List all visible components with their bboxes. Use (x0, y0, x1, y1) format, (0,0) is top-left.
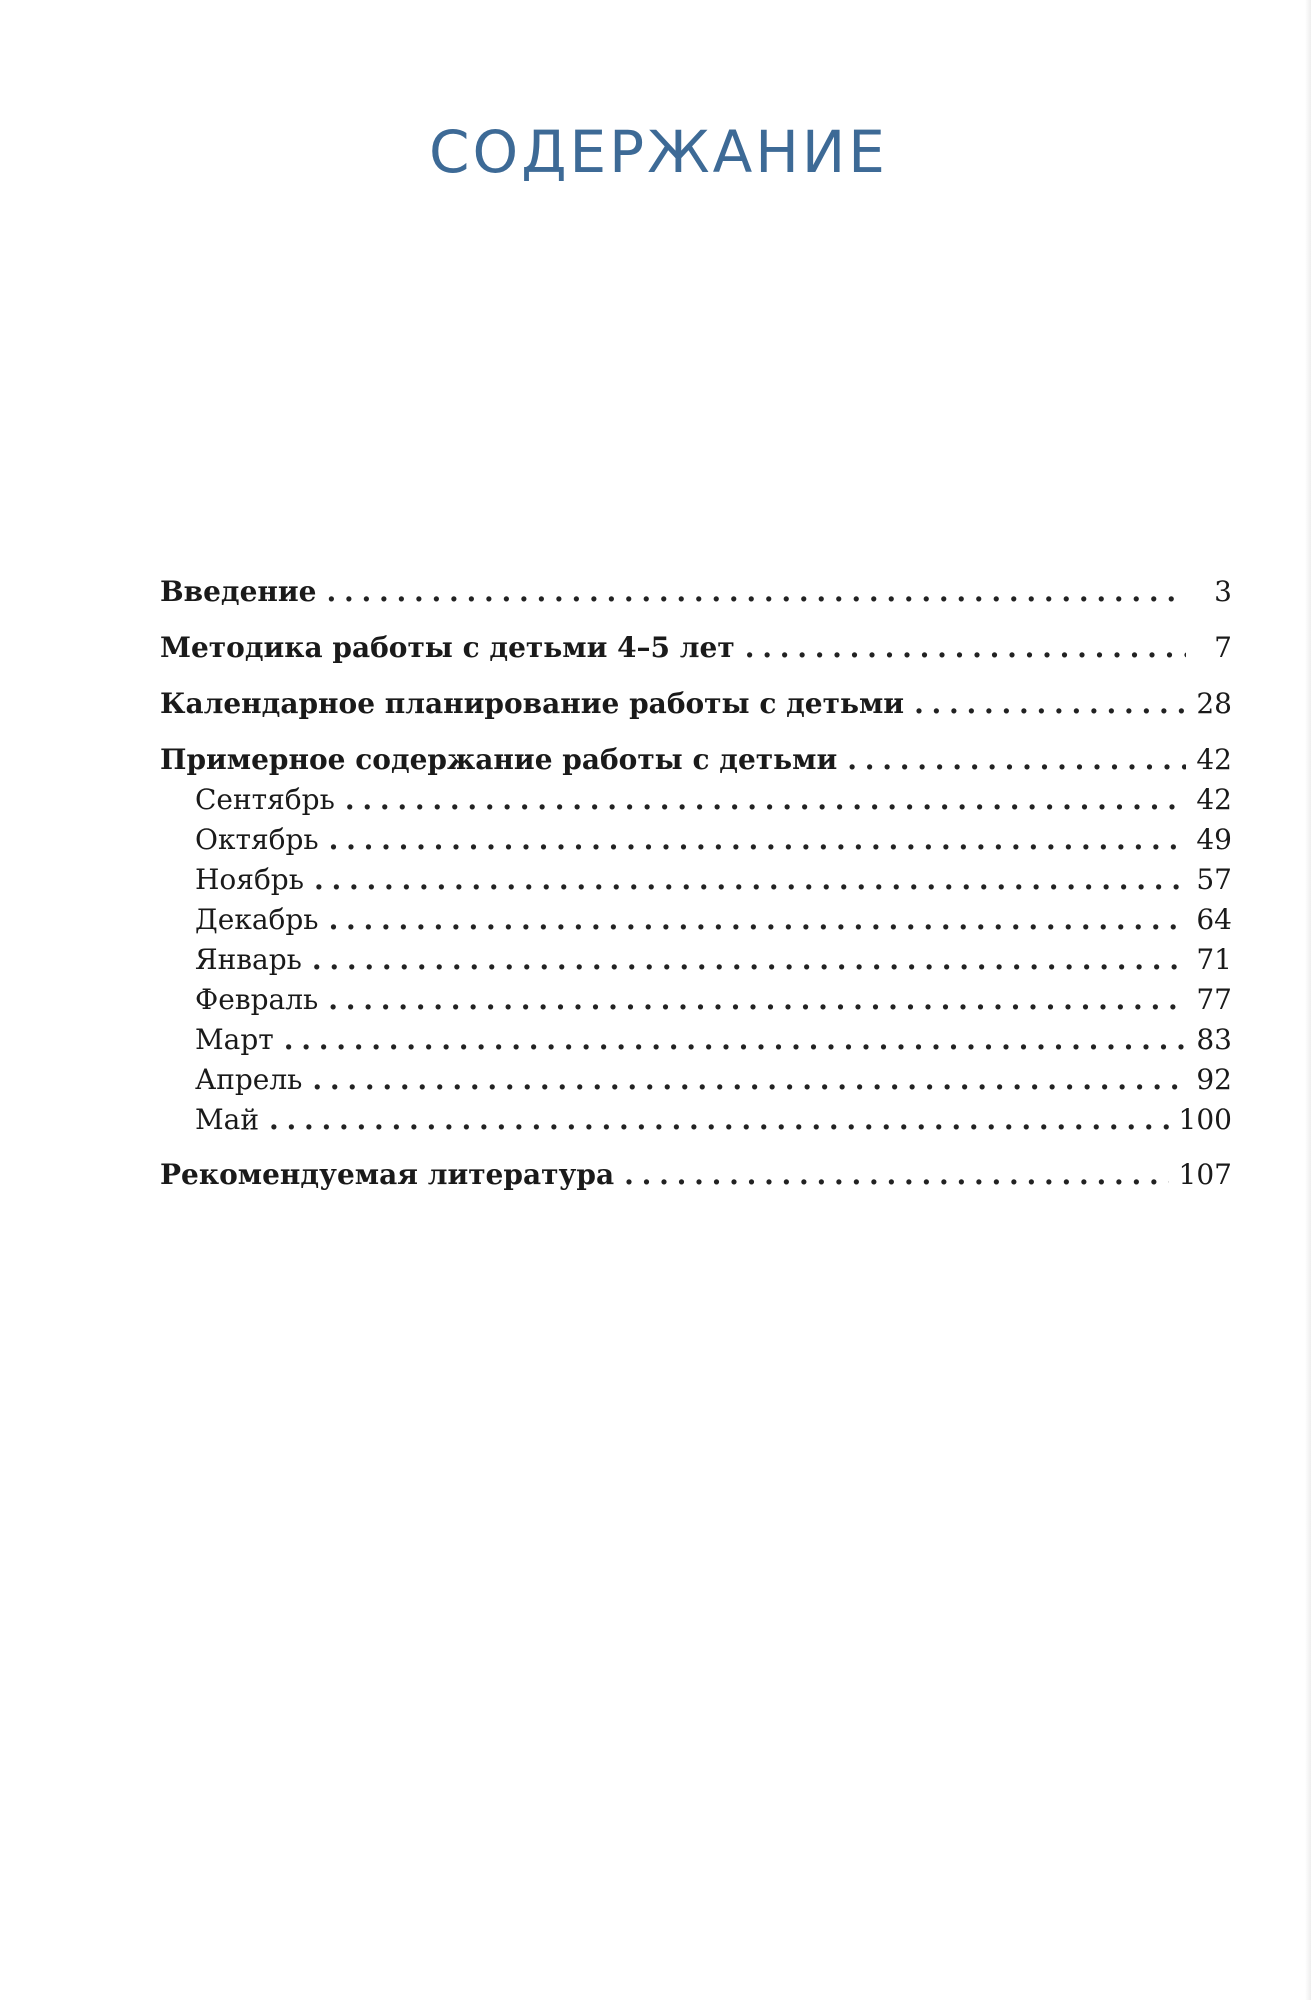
dot-leader (847, 740, 1186, 780)
toc-subentry-page: 64 (1196, 903, 1232, 936)
page-edge (1305, 0, 1311, 2000)
dot-leader (312, 1060, 1186, 1100)
toc-subentry-january[interactable] (160, 940, 1232, 980)
toc-subentry-title: Март (195, 1023, 274, 1056)
toc-entry-title: Календарное планирование работы с детьми (160, 687, 905, 720)
toc-entry-calendar-planning[interactable] (160, 684, 1232, 724)
toc-subentry-page: 92 (1196, 1063, 1232, 1096)
toc-subentry-title: Апрель (195, 1063, 303, 1096)
toc-subentry-october[interactable] (160, 820, 1232, 860)
table-of-contents (160, 572, 1232, 1195)
toc-subentry-february[interactable] (160, 980, 1232, 1020)
toc-entry-title: Примерное содержание работы с детьми (160, 743, 838, 776)
toc-entry-page: 107 (1178, 1158, 1232, 1191)
toc-subentry-title: Октябрь (195, 823, 319, 856)
toc-entry-introduction[interactable] (160, 572, 1232, 612)
toc-subentry-title: Май (195, 1103, 260, 1136)
dot-leader (745, 628, 1186, 668)
dot-leader (345, 780, 1186, 820)
toc-entry-methodology[interactable] (160, 628, 1232, 668)
toc-entry-title: Введение (160, 575, 317, 608)
toc-entry-page: 7 (1214, 631, 1232, 664)
toc-subentry-march[interactable] (160, 1020, 1232, 1060)
toc-subentry-page: 49 (1196, 823, 1232, 856)
page-title: СОДЕРЖАНИЕ (429, 118, 888, 186)
toc-subentry-may[interactable] (160, 1100, 1232, 1140)
dot-leader (327, 572, 1187, 612)
toc-subentry-title: Сентябрь (195, 783, 335, 816)
toc-subentry-title: Ноябрь (195, 863, 304, 896)
dot-leader (314, 860, 1186, 900)
dot-leader (328, 980, 1186, 1020)
toc-subentry-september[interactable] (160, 780, 1232, 820)
toc-subentry-november[interactable] (160, 860, 1232, 900)
toc-entry-page: 3 (1214, 575, 1232, 608)
toc-subentry-page: 71 (1196, 943, 1232, 976)
toc-subentry-title: Февраль (195, 983, 319, 1016)
dot-leader (329, 820, 1186, 860)
dot-leader (312, 940, 1186, 980)
toc-subentry-page: 57 (1196, 863, 1232, 896)
toc-subentry-april[interactable] (160, 1060, 1232, 1100)
toc-entry-title: Рекомендуемая литература (160, 1158, 615, 1191)
toc-entry-recommended-literature[interactable] (160, 1155, 1232, 1195)
dot-leader (284, 1020, 1186, 1060)
toc-subentry-page: 83 (1196, 1023, 1232, 1056)
dot-leader (914, 684, 1186, 724)
toc-subentry-page: 42 (1196, 783, 1232, 816)
dot-leader (269, 1100, 1169, 1140)
toc-entry-page: 42 (1196, 743, 1232, 776)
toc-entry-page: 28 (1196, 687, 1232, 720)
toc-subentry-page: 100 (1178, 1103, 1232, 1136)
dot-leader (329, 900, 1186, 940)
toc-subentry-title: Январь (195, 943, 302, 976)
toc-subentry-december[interactable] (160, 900, 1232, 940)
dot-leader (624, 1155, 1168, 1195)
toc-entry-title: Методика работы с детьми 4–5 лет (160, 631, 735, 664)
toc-subentry-title: Декабрь (195, 903, 319, 936)
toc-subentry-page: 77 (1196, 983, 1232, 1016)
toc-entry-sample-content[interactable] (160, 740, 1232, 780)
